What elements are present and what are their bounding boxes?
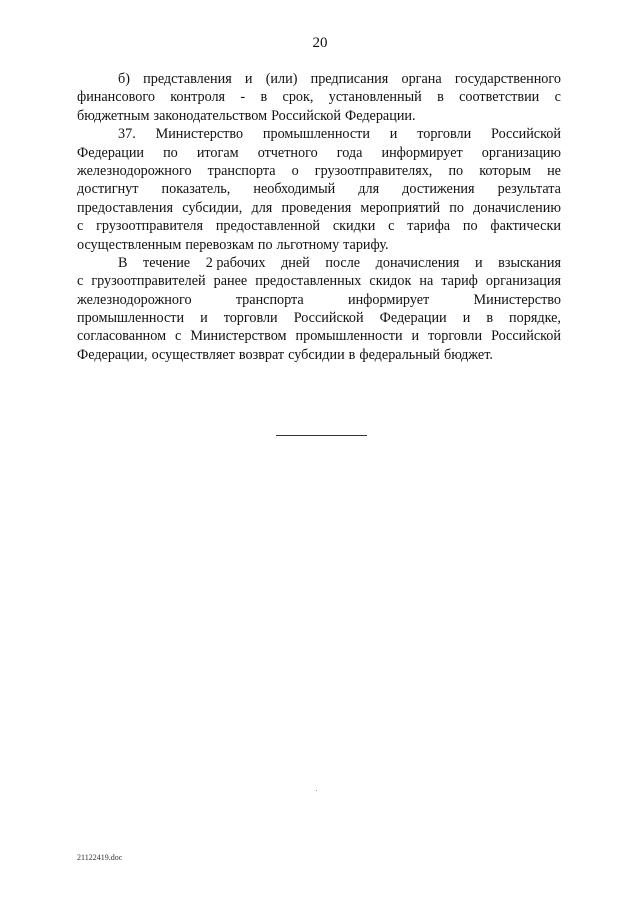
word: Министерство: [473, 291, 561, 308]
word: итогам: [196, 144, 239, 161]
word: законодательством: [153, 107, 268, 124]
word: с: [77, 273, 84, 290]
word: после: [325, 254, 361, 271]
word: бюджет.: [443, 346, 493, 363]
word: и: [244, 71, 253, 87]
document-body: [77, 70, 561, 364]
word: для: [251, 199, 273, 216]
word: осуществляет: [151, 346, 235, 363]
word: с: [77, 218, 84, 235]
word: торговли: [223, 310, 278, 327]
text-line: [77, 291, 561, 309]
text-line: [77, 217, 561, 235]
word: установленный: [328, 89, 422, 106]
word: Федерации.: [345, 107, 416, 124]
word: организацию: [481, 144, 561, 161]
word: скидок: [369, 273, 412, 290]
word: ранее: [213, 273, 248, 290]
text-line: [77, 272, 561, 290]
word: дней: [281, 254, 310, 271]
text-line: [77, 327, 561, 345]
text-line: [77, 236, 561, 254]
text-line: [77, 346, 561, 364]
paragraph: [77, 125, 561, 254]
scan-speck: [316, 790, 317, 791]
word: Российской: [271, 107, 341, 124]
word: в: [348, 346, 356, 363]
word: (или): [265, 71, 298, 87]
word: Федерации: [77, 144, 145, 161]
word: субсидии: [288, 346, 345, 363]
word: года: [336, 144, 363, 161]
word: с: [388, 218, 395, 235]
word: которым: [479, 162, 531, 179]
word: бюджетным: [77, 107, 150, 124]
document-code: 21122419.doc: [77, 853, 123, 862]
word: мероприятий: [360, 199, 441, 216]
word: Российской: [491, 328, 561, 345]
word: в: [437, 89, 444, 106]
word: достигнут: [77, 181, 139, 198]
word: торговли: [417, 126, 472, 143]
word: субсидии,: [182, 199, 243, 216]
word: -: [240, 89, 246, 106]
word: 37.: [118, 126, 136, 143]
word: согласованном: [77, 328, 167, 345]
word: Министерство: [155, 126, 244, 143]
word: организация: [485, 273, 561, 290]
text-line: [77, 70, 561, 88]
text-line: [77, 309, 561, 327]
word: взыскания: [498, 254, 561, 271]
word: информирует: [348, 291, 430, 308]
word: предоставленных: [255, 273, 362, 290]
word: грузоотправителях,: [314, 162, 433, 179]
word: доначислению: [473, 199, 561, 216]
word: с: [175, 328, 182, 345]
word: на: [419, 273, 434, 290]
word: 2 рабочих: [205, 254, 266, 271]
word: Российской: [293, 310, 364, 327]
word: в: [260, 89, 268, 106]
word: государственного: [454, 71, 561, 87]
word: финансового: [77, 89, 155, 106]
word: тарифа: [407, 218, 451, 235]
word: и: [389, 126, 398, 143]
text-line: [77, 180, 561, 198]
text-line: [77, 199, 561, 217]
word: железнодорожного: [77, 291, 192, 308]
word: в: [486, 310, 494, 327]
text-line: [77, 88, 561, 106]
word: по: [163, 144, 178, 161]
word: Министерством: [190, 328, 287, 345]
paragraph: [77, 254, 561, 364]
word: б): [118, 71, 130, 87]
word: перевозкам: [185, 236, 254, 253]
word: проведения: [281, 199, 352, 216]
page-number: 20: [312, 35, 328, 51]
word: для: [358, 181, 380, 198]
text-line: [77, 162, 561, 180]
word: транспорта: [235, 291, 304, 308]
text-line: [77, 107, 561, 125]
word: тарифу.: [343, 236, 389, 253]
word: Федерации,: [77, 346, 148, 363]
paragraph: [77, 70, 561, 125]
word: промышленности: [295, 328, 403, 345]
word: по: [449, 199, 464, 216]
word: Федерации: [379, 310, 447, 327]
word: промышленности: [77, 310, 185, 327]
word: отчетного: [257, 144, 318, 161]
word: информирует: [381, 144, 463, 161]
word: фактически: [490, 218, 561, 235]
word: тариф: [441, 273, 478, 290]
text-line: [77, 144, 561, 162]
word: федеральный: [359, 346, 440, 363]
word: возврат: [238, 346, 285, 363]
text-line: [77, 125, 561, 143]
word: промышленности: [262, 126, 370, 143]
word: с: [554, 89, 561, 106]
word: необходимый: [253, 181, 336, 198]
word: соответствии: [459, 89, 540, 106]
word: по: [462, 218, 478, 235]
end-divider: [276, 435, 367, 436]
word: контроля: [170, 89, 226, 106]
word: В: [118, 254, 128, 271]
word: и: [474, 254, 483, 271]
word: показатель,: [161, 181, 231, 198]
word: грузоотправителя: [96, 218, 204, 235]
word: о: [291, 162, 299, 179]
word: и: [411, 328, 420, 345]
text-line: [77, 254, 561, 272]
word: срок,: [282, 89, 314, 106]
word: и: [462, 310, 471, 327]
word: скидки: [332, 218, 376, 235]
word: органа: [401, 71, 442, 87]
word: предписания: [310, 71, 389, 87]
word: торговли: [428, 328, 483, 345]
word: осуществленным: [77, 236, 182, 253]
word: достижения: [402, 181, 475, 198]
word: по: [448, 162, 464, 179]
word: предоставления: [77, 199, 174, 216]
word: Российской: [491, 126, 561, 143]
word: не: [547, 162, 561, 179]
word: представления: [143, 71, 232, 87]
word: доначисления: [375, 254, 460, 271]
word: и: [200, 310, 208, 327]
word: результата: [497, 181, 561, 198]
word: порядке,: [509, 310, 561, 327]
word: грузоотправителей: [91, 273, 206, 290]
word: льготному: [276, 236, 340, 253]
word: по: [257, 236, 273, 253]
word: транспорта: [207, 162, 276, 179]
word: предоставленной: [215, 218, 321, 235]
word: железнодорожного: [77, 162, 192, 179]
word: течение: [143, 254, 191, 271]
